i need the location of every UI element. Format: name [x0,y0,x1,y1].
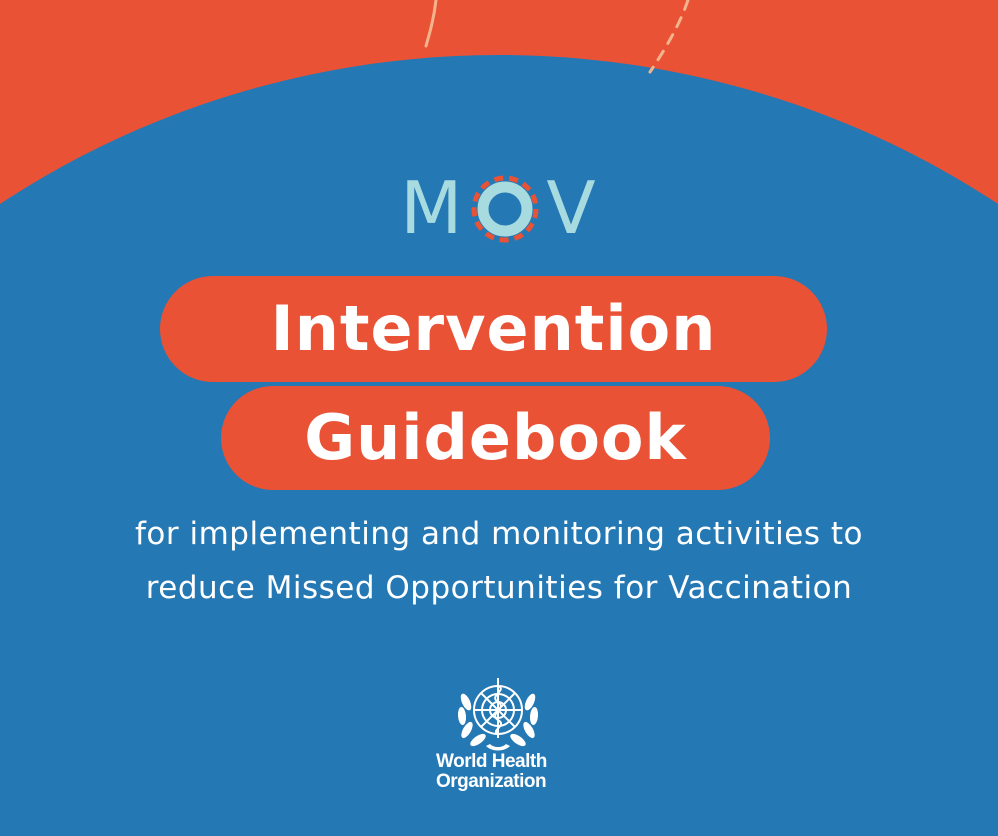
logo-letter-v: V [546,166,598,250]
mov-logo [0,168,998,248]
who-emblem-icon [450,672,546,756]
subtitle-line-2: reduce Missed Opportunities for Vaccination [145,570,853,606]
who-wordmark [420,752,580,792]
title-line-2: Guidebook [221,386,770,490]
who-name-line-1: World Health [436,751,547,772]
title-line-1: Intervention [160,276,827,382]
logo-letter-m: M [400,166,465,250]
who-name-line-2: Organization [436,771,547,792]
subtitle-line-1: for implementing and monitoring activities to [134,516,863,552]
dashed-ring-o-icon [468,168,542,248]
